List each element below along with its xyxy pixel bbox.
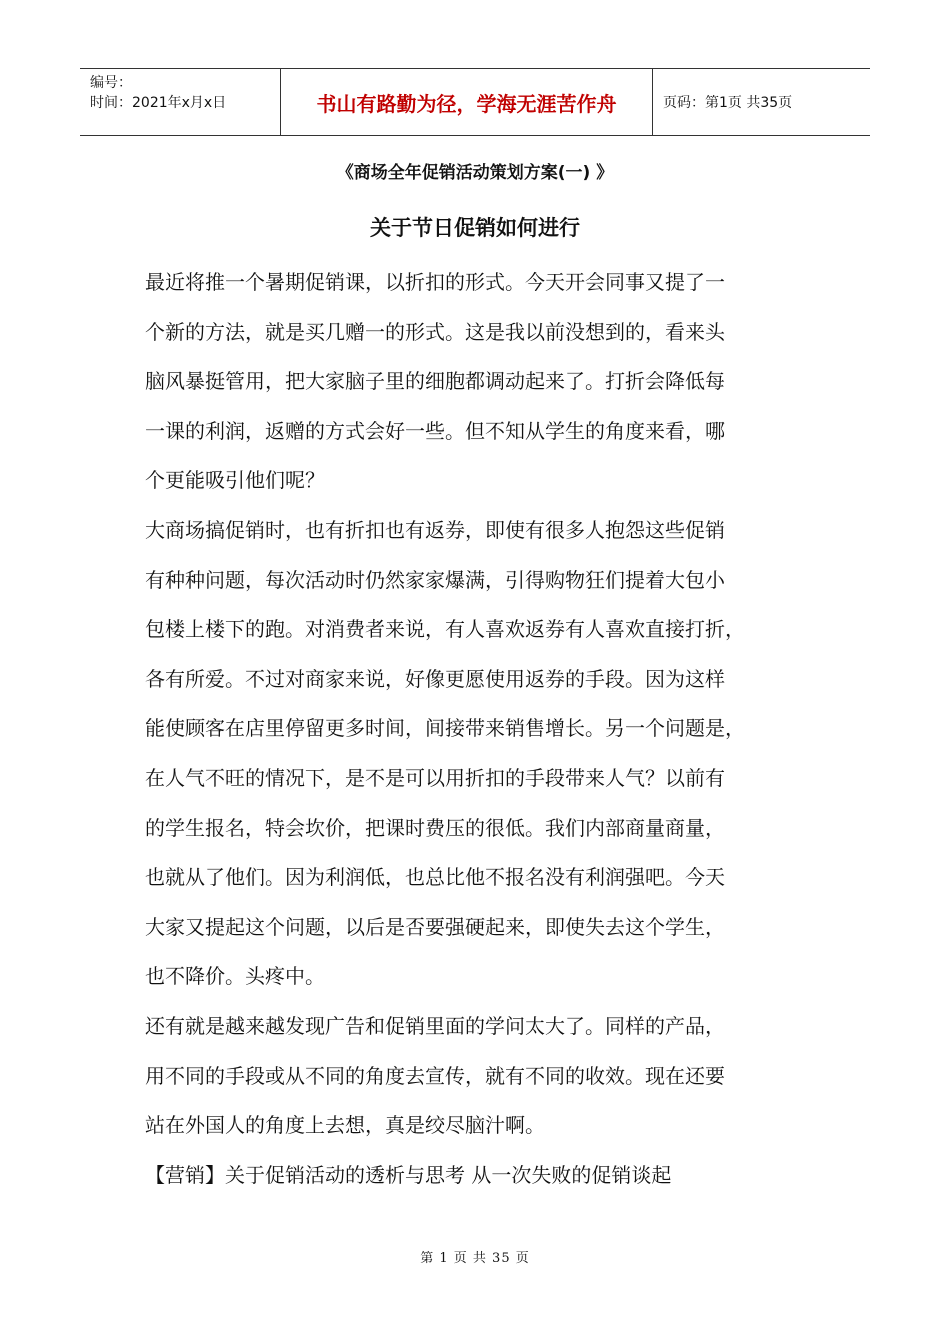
header-motto: 书山有路勤为径，学海无涯苦作舟 [281,69,653,135]
text-line: 还有就是越来越发现广告和促销里面的学问太大了。同样的产品， [145,1013,725,1038]
header-page-info: 页码：第1页 共35页 [663,95,793,111]
header-table [80,68,870,136]
text-line: 脑风暴挺管用，把大家脑子里的细胞都调动起来了。打折会降低每 [145,369,725,394]
text-line: 最近将推一个暑期促销课，以折扣的形式。今天开会同事又提了一 [145,270,725,294]
text-line: 在人气不旺的情况下，是不是可以用折扣的手段带来人气？以前有 [145,765,725,790]
text-line: 【营销】关于促销活动的透析与思考 从一次失败的促销谈起 [145,1162,672,1187]
text-line: 大家又提起这个问题，以后是否要强硬起来，即使失去这个学生， [145,914,725,939]
text-line: 一课的利润，返赠的方式会好一些。但不知从学生的角度来看，哪 [145,418,725,443]
text-line: 个新的方法，就是买几赠一的形式。这是我以前没想到的，看来头 [145,319,725,344]
text-line: 能使顾客在店里停留更多时间，间接带来销售增长。另一个问题是， [145,716,745,741]
document-title: 《商场全年促销活动策划方案(一) 》 [336,163,614,183]
text-line: 用不同的手段或从不同的角度去宣传，就有不同的收效。现在还要 [145,1063,725,1088]
body-text [145,258,805,1200]
text-line: 站在外国人的角度上去想，真是绞尽脑汁啊。 [145,1113,545,1138]
text-line: 有种种问题，每次活动时仍然家家爆满，引得购物狂们提着大包小 [145,567,725,592]
text-line: 也不降价。头疼中。 [145,964,325,989]
document-subtitle: 关于节日促销如何进行 [370,216,580,240]
number-label: 编号： [90,75,132,91]
text-line: 个更能吸引他们呢？ [145,468,325,493]
header-meta [80,69,281,135]
text-line: 各有所爱。不过对商家来说，好像更愿使用返券的手段。因为这样 [145,666,725,691]
text-line: 也就从了他们。因为利润低，也总比他不报名没有利润强吧。今天 [145,865,725,890]
text-line: 的学生报名，特会坎价，把课时费压的很低。我们内部商量商量， [145,815,725,840]
text-line: 包楼上楼下的跑。对消费者来说，有人喜欢返券有人喜欢直接打折， [145,617,745,642]
date-label: 时间：2021年x月x日 [90,95,227,111]
text-line: 大商场搞促销时，也有折扣也有返券，即使有很多人抱怨这些促销 [145,517,725,542]
page-footer: 第 1 页 共 35 页 [420,1251,530,1266]
